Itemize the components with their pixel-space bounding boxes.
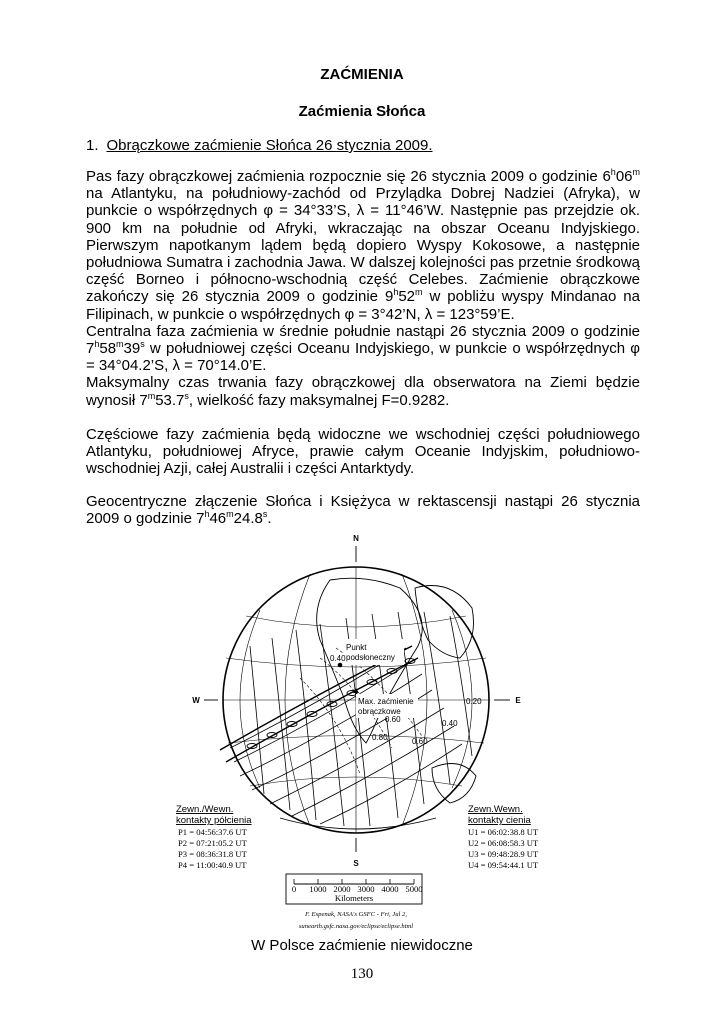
penumbral-contact-row: P1 = 04:56:37.6 UT — [178, 827, 247, 837]
section-title-text: Obrączkowe zaćmienie Słońca 26 stycznia 2009. — [106, 137, 433, 154]
subsolar-label-1: Punkt — [346, 643, 367, 652]
magnitude-label: 0.60 — [385, 715, 401, 724]
umbral-contact-row: U3 = 09:48:28.9 UT — [468, 849, 539, 859]
penumbral-title-1: Zewn./Wewn. — [176, 804, 234, 815]
scale-unit-label: Kilometers — [334, 893, 374, 903]
page-heading: ZAĆMIENIA — [320, 66, 404, 83]
distance-scale-bar — [286, 874, 423, 904]
scale-tick-label: 0 — [291, 884, 297, 894]
magnitude-label: 0.20 — [466, 697, 482, 706]
umbral-contact-row: U4 = 09:54:44.1 UT — [468, 860, 539, 870]
eclipse-map-diagram — [160, 528, 564, 938]
magnitude-label: 0.40 — [442, 719, 458, 728]
compass-north: N — [353, 534, 359, 543]
diagram-credit-1: F. Espenak, NASA's GSFC - Fri, Jul 2, — [305, 911, 407, 918]
section-title — [86, 137, 433, 154]
scale-tick-label: 4000 — [381, 884, 399, 894]
magnitude-label: 0.40 — [330, 654, 346, 663]
penumbral-title-2: kontakty półcienia — [176, 815, 252, 826]
diagram-credit-2: sunearth.gsfc.nasa.gov/eclipse/eclipse.html — [298, 923, 414, 930]
subsolar-point-marker — [338, 663, 343, 668]
max-eclipse-label-1: Max. zaćmienie — [358, 697, 414, 706]
scale-tick-label: 2000 — [333, 884, 351, 894]
umbral-title-2: kontakty cienia — [468, 815, 531, 826]
penumbral-contacts-table — [176, 804, 252, 870]
page-subheading: Zaćmienia Słońca — [298, 103, 426, 120]
penumbral-contact-row: P4 = 11:00:40.9 UT — [178, 860, 247, 870]
section-number: 1. — [86, 137, 99, 154]
umbral-title-1: Zewn.Wewn. — [468, 804, 523, 815]
paragraph-annular-eclipse: Pas fazy obrączkowej zaćmienia rozpocznie się 26 stycznia 2009 o godzinie 6$^h$06$^m$ na Atlantyku, na południowy-zachód od Przylądka Dobrej Nadziei (Afryka), w punkcie o współrzędnych φ = 34°33’S, λ = 11°46’W. Następnie pas przejdzie ok. 900 km na południe od Afryki, wkraczając na obszar Oceanu Indyjskiego. Pierwszym napotkanym lądem będą dopiero Wyspy Kokosowe, a następnie południowa Sumatra i zachodnia Jawa. W dalszej kolejności pas przetnie środkową część Borneo i północno-wschodnią część Celebes. Zaćmienie obrączkowe zakończy się 26 stycznia 2009 o godzinie 9$^h$52$^m$ w pobliżu wyspy Mindanao na Filipinach, w punkcie o współrzędnych φ = 3°42’N, λ = 123°59’E. Centralna faza zaćmienia w średnie południe nastąpi 26 stycznia 2009 o godzinie 7$^h$58$^m$39$^s$ w południowej części Oceanu Indyjskiego, w punkcie o współrzędnych φ = 34°04.2’S, λ = 70°14.0’E. Maksymalny czas trwania fazy obrączkowej dla obserwatora na Ziemi będzie wynosił 7$^m$53.7$^s$, wielkość fazy maksymalnej F=0.9282. — [86, 167, 640, 409]
compass-south: S — [353, 859, 359, 868]
penumbral-contact-row: P3 = 08:36:31.8 UT — [178, 849, 247, 859]
umbral-contact-row: U2 = 06:08:58.3 UT — [468, 838, 539, 848]
scale-tick-label: 5000 — [405, 884, 423, 894]
compass-east: E — [515, 696, 521, 705]
magnitude-label: 0.80 — [372, 733, 388, 742]
compass-west: W — [192, 696, 200, 705]
paragraph-partial-phases: Częściowe fazy zaćmienia będą widoczne we wschodniej części południowego Atlantyku, południowej Afryce, prawie całym Oceanie Indyjskim, południowo-wschodniej Azji, całej Australii i części Antarktydy. — [86, 426, 640, 478]
paragraph-conjunction: Geocentryczne złączenie Słońca i Księżyca w rektascensji nastąpi 26 stycznia 2009 o godzinie 7$^h$46$^m$24.8$^s$. — [86, 493, 640, 528]
penumbral-contact-row: P2 = 07:21:05.2 UT — [178, 838, 247, 848]
subsolar-label-2: podsłoneczny — [346, 653, 395, 662]
magnitude-label: 0.60 — [412, 737, 428, 746]
footer-note: W Polsce zaćmienie niewidoczne — [251, 937, 473, 954]
umbral-contacts-table — [468, 804, 539, 870]
scale-tick-label: 1000 — [309, 884, 327, 894]
page-number: 130 — [350, 966, 374, 982]
max-eclipse-label-2: obrączkowe — [358, 707, 401, 716]
umbral-contact-row: U1 = 06:02:38.8 UT — [468, 827, 539, 837]
scale-tick-label: 3000 — [357, 884, 375, 894]
